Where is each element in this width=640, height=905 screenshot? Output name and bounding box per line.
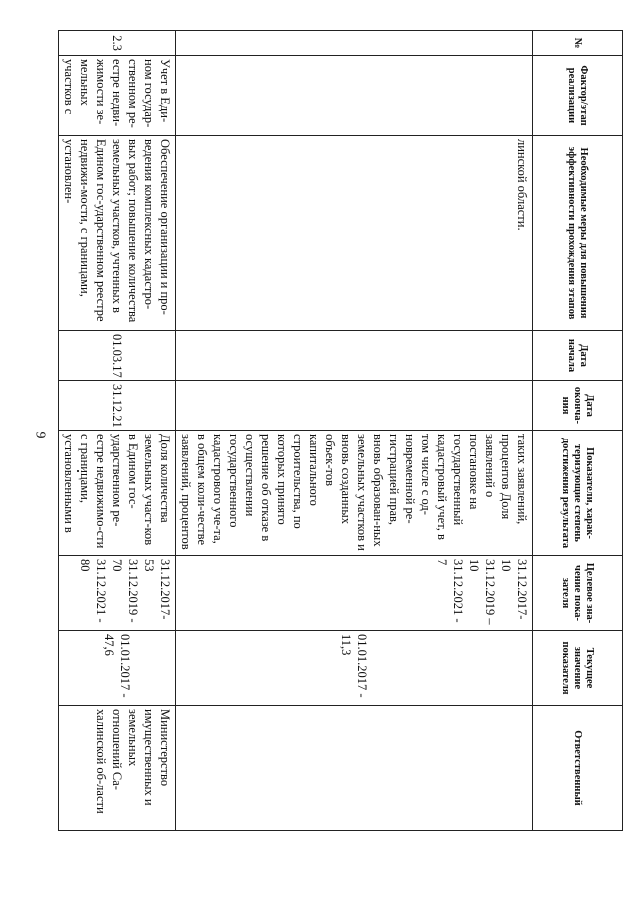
page-number: 9 xyxy=(32,431,48,439)
cell-factor xyxy=(176,56,533,136)
cell-responsible: Министерство имущественных и земельных отношений Са-халинской об-ласти xyxy=(59,706,176,831)
cell-current: 01.01.2017 - 47,6 xyxy=(59,631,176,706)
table-header-row xyxy=(533,31,623,831)
cell-target xyxy=(176,556,533,631)
header-target: Целевое зна-чение пока-зателя xyxy=(533,556,623,631)
header-measures: Необходимые меры для повышения эффективности прохождения этапов xyxy=(533,136,623,331)
measures-table xyxy=(58,30,623,831)
cell-target xyxy=(59,556,176,631)
header-end-date: Дата оконча-ния xyxy=(533,381,623,431)
rotated-table-wrapper xyxy=(62,30,623,830)
header-current: Текущее значение показателя xyxy=(533,631,623,706)
header-factor: Фактор/этап реализации xyxy=(533,56,623,136)
cell-start-date: 01.03.17 xyxy=(59,331,176,381)
cell-factor: Учет в Еди-ном государ-ственном ре-естре недви-жимости зе-мельных участков с xyxy=(59,56,176,136)
target-value: 31.12.2021 - 7 xyxy=(435,559,465,623)
header-responsible: Ответственный xyxy=(533,706,623,831)
cell-no xyxy=(176,31,533,56)
header-start-date: Дата начала xyxy=(533,331,623,381)
target-value: 31.12.2021 - 80 xyxy=(78,559,108,623)
rotated-table-container xyxy=(62,30,623,830)
cell-end-date: 31.12.21 xyxy=(59,381,176,431)
cell-current: 01.01.2017 - 11,3 xyxy=(176,631,533,706)
cell-indicators: Доля количества земельных участ-ков в Едином гос-ударственном ре-естре недвижимо-сти с границами, установленными в xyxy=(59,431,176,556)
header-no: № xyxy=(533,31,623,56)
cell-end-date xyxy=(176,381,533,431)
cell-measures: Обеспечение организации и про-ведения комплексных кадастро-вых работ; повышение количества земельных участков, учтенных в Едином гос-ударственном реестре недвижи-мости, с границами, установлен- xyxy=(59,136,176,331)
target-value: 31.12.2017-10 xyxy=(499,559,529,620)
target-value: 31.12.2017-53 xyxy=(142,559,172,620)
target-value: 31.12.2019 – 10 xyxy=(467,559,497,625)
cell-responsible xyxy=(176,706,533,831)
cell-indicators: таких заявлений, процентов Доля заявлений о постановке на государственный кадастровый учет, в том числе с од-новременной ре-гистрацией прав, вновь образован-ных земельных участков и вновь созданных объек-тов капитального строительства, по которых принято решение об отказе в осуществлении государственного кадастрового уче-та, в общем коли-честве заявлений, процентов xyxy=(176,431,533,556)
cell-measures: линской области. xyxy=(176,136,533,331)
table-row xyxy=(59,31,176,831)
cell-start-date xyxy=(176,331,533,381)
table-row xyxy=(176,31,533,831)
target-value: 31.12.2019 - 70 xyxy=(110,559,140,623)
header-indicators: Показатели, харак-теризующие степень достижения результата xyxy=(533,431,623,556)
cell-no: 2.3 xyxy=(59,31,176,56)
